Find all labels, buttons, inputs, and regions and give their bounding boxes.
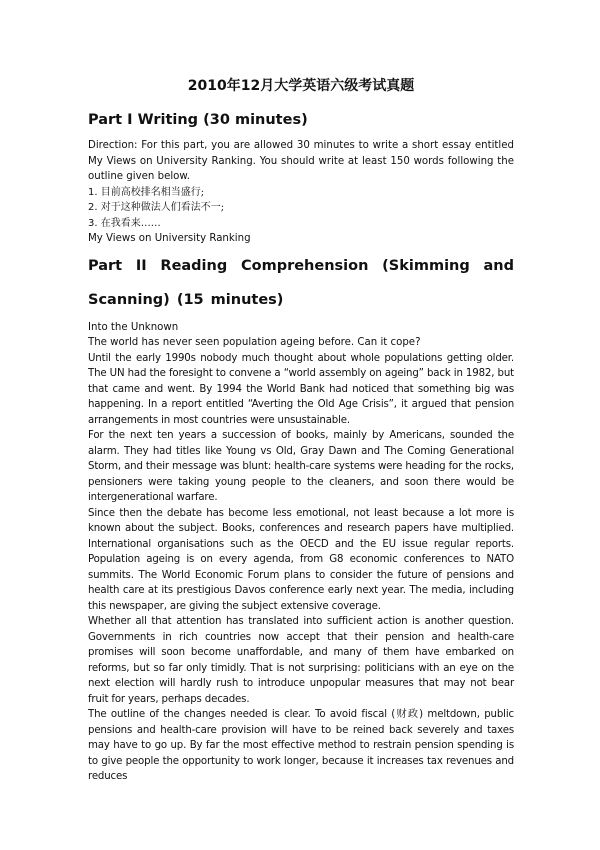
article-paragraph: The outline of the changes needed is clear. To avoid fiscal (财政) meltdown, public pensions and health-care provision will have to be reined back severely and taxes may have to go up. By far the most effective method to restrain pension spending is to give people the opportunity to work longer, because it increases tax revenues and reduces — [88, 709, 514, 782]
outline-item — [88, 200, 514, 216]
article-paragraph: Since then the debate has become less emotional, not least because a lot more is known about the subject. Books, conferences and research papers have multiplied. International organisations such as the OECD and the EU issue regular reports. Population ageing is on every agenda, from G8 economic conferences to NATO summits. The World Economic Forum plans to consider the future of pensions and health care at its prestigious Davos conference early next year. The media, including this newspaper, are giving the subject extensive coverage. — [88, 507, 514, 612]
outline-list — [88, 185, 514, 232]
outline-item-text: 在我看来…… — [100, 217, 161, 229]
document-title: 2010年12月大学英语六级考试真题 — [187, 78, 415, 94]
article-title: Into the Unknown — [88, 321, 179, 333]
essay-title: My Views on University Ranking — [88, 233, 251, 244]
outline-item — [88, 185, 514, 201]
document-page — [88, 76, 514, 785]
article-paragraph: Whether all that attention has translated into sufficient action is another question. Governments in rich countries now accept that their pension and health-care promises will soon become unaffordable, and many of them have embarked on reforms, but so far only timidly. That is not surprising: politicians with an eye on the next election will hardly rush to introduce unpopular measures that may not bear fruit for years, perhaps decades. — [88, 616, 514, 705]
outline-item-number: 1. — [88, 186, 98, 198]
part1-heading: Part I Writing (30 minutes) — [88, 112, 308, 128]
outline-item-number: 3. — [88, 217, 98, 229]
outline-item — [88, 216, 514, 232]
part1-directions: Direction: For this part, you are allowed 30 minutes to write a short essay entitled My Views on University Ranking. You should write at least 150 words following the outline given below. — [88, 140, 514, 182]
article-paragraph: The world has never seen population ageing before. Can it cope? — [88, 337, 421, 348]
outline-item-text: 对于这种做法人们看法不一; — [100, 202, 225, 213]
outline-item-text: 目前高校排名相当盛行; — [100, 186, 205, 198]
part2-heading: Part II Reading Comprehension (Skimming and Scanning) (15 minutes) — [88, 257, 514, 308]
article-paragraph: For the next ten years a succession of books, mainly by Americans, sounded the alarm. They had titles like Young vs Old, Gray Dawn and The Coming Generational Storm, and their message was blunt: health-care systems were heading for the rocks, pensioners were taking young people to the cleaners, and soon there would be intergenerational warfare. — [88, 430, 514, 503]
article-paragraph: Until the early 1990s nobody much thought about whole populations getting older. The UN had the foresight to convene a “world assembly on ageing” back in 1982, but that came and went. By 1994 the World Bank had noticed that something big was happening. In a report entitled “Averting the Old Age Crisis”, it argued that pension arrangements in most countries were unsustainable. — [88, 352, 514, 426]
outline-item-number: 2. — [88, 202, 98, 213]
